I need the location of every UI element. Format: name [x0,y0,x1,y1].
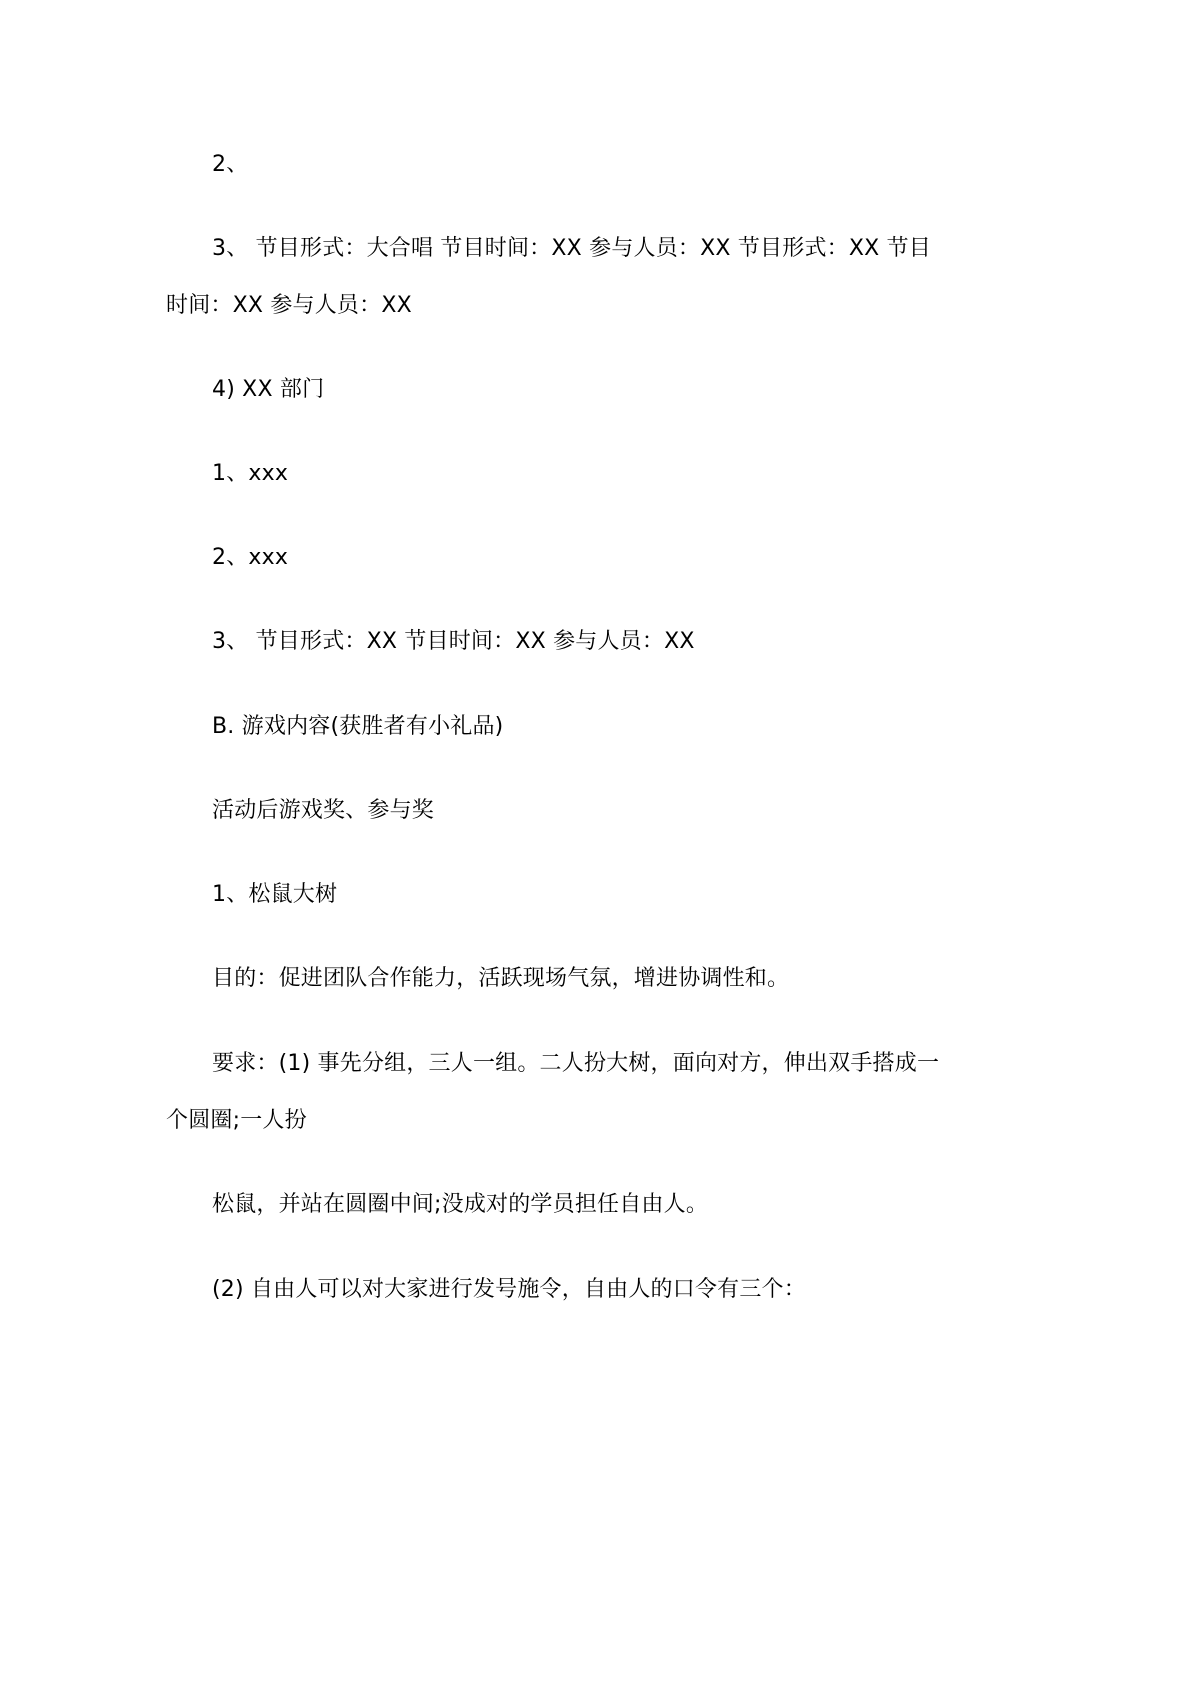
paragraph-game-content: B. 游戏内容(获胜者有小礼品) [212,714,504,739]
paragraph-item-xxx-1: 1、xxx [212,461,289,486]
paragraph-requirement-cont: 个圆圈;一人扮 [166,1108,307,1133]
paragraph-item-xxx-2: 2、xxx [212,545,289,570]
paragraph-program-line: 3、 节目形式：大合唱 节目时间：XX 参与人员：XX 节目形式：XX 节目 [212,236,931,261]
paragraph-free-person: (2) 自由人可以对大家进行发号施令，自由人的口令有三个： [212,1277,806,1302]
paragraph-program-line-2: 3、 节目形式：XX 节目时间：XX 参与人员：XX [212,629,695,654]
paragraph-purpose: 目的：促进团队合作能力，活跃现场气氛，增进协调性和。 [212,966,790,991]
paragraph-requirement: 要求：(1) 事先分组，三人一组。二人扮大树，面向对方，伸出双手搭成一 [212,1051,940,1076]
paragraph-program-line-cont: 时间：XX 参与人员：XX [166,293,412,318]
paragraph-department: 4) XX 部门 [212,377,325,402]
paragraph-awards: 活动后游戏奖、参与奖 [212,798,435,823]
paragraph-game-title: 1、松鼠大树 [212,882,338,907]
paragraph-item-2: 2、 [212,152,249,177]
paragraph-squirrel: 松鼠，并站在圆圈中间;没成对的学员担任自由人。 [212,1192,709,1217]
